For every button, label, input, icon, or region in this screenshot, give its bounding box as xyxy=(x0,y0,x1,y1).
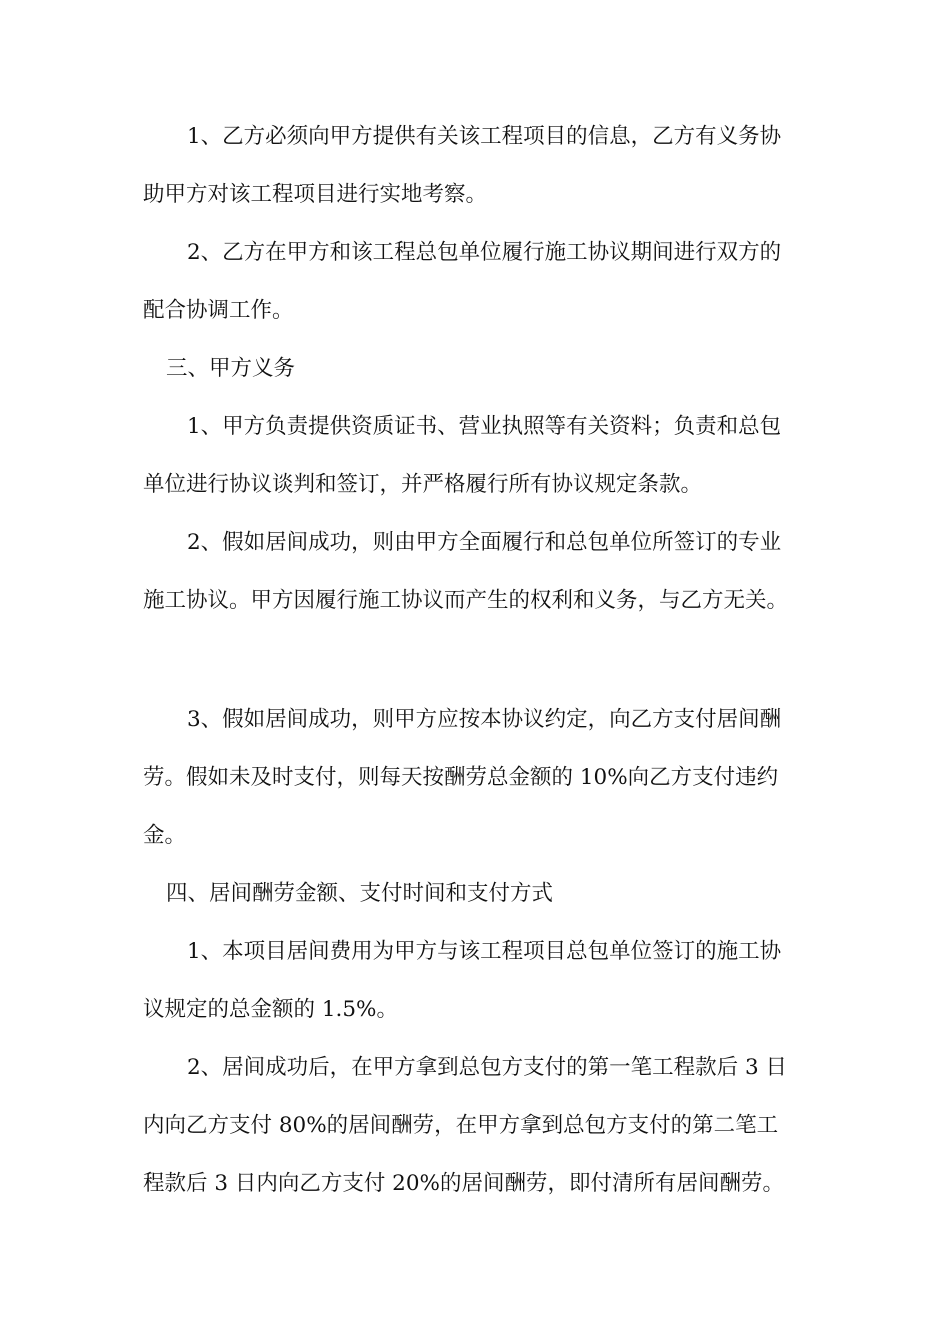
clause-c2-line-2: 施工协议。甲方因履行施工协议而产生的权利和义务，与乙方无关。 xyxy=(143,588,789,613)
clause-b1-line-1: 1、乙方必须向甲方提供有关该工程项目的信息，乙方有义务协 xyxy=(187,124,782,149)
clause-d2-line-1: 2、居间成功后，在甲方拿到总包方支付的第一笔工程款后 3 日 xyxy=(187,1055,788,1080)
clause-b2-line-2: 配合协调工作。 xyxy=(143,298,294,323)
clause-c2-line-1: 2、假如居间成功，则由甲方全面履行和总包单位所签订的专业 xyxy=(187,530,782,555)
clause-c1-line-1: 1、甲方负责提供资质证书、营业执照等有关资料；负责和总包 xyxy=(187,414,782,439)
clause-c1-line-2: 单位进行协议谈判和签订，并严格履行所有协议规定条款。 xyxy=(143,472,703,497)
section-heading-3: 三、甲方义务 xyxy=(166,356,296,381)
clause-c3-line-1: 3、假如居间成功，则甲方应按本协议约定，向乙方支付居间酬 xyxy=(187,707,782,732)
clause-d2-line-2: 内向乙方支付 80%的居间酬劳，在甲方拿到总包方支付的第二笔工 xyxy=(143,1113,779,1138)
clause-d2-line-3: 程款后 3 日内向乙方支付 20%的居间酬劳，即付清所有居间酬劳。 xyxy=(143,1171,784,1196)
clause-b2-line-1: 2、乙方在甲方和该工程总包单位履行施工协议期间进行双方的 xyxy=(187,240,782,265)
clause-d1-line-1: 1、本项目居间费用为甲方与该工程项目总包单位签订的施工协 xyxy=(187,939,782,964)
section-heading-4: 四、居间酬劳金额、支付时间和支付方式 xyxy=(166,881,554,906)
clause-b1-line-2: 助甲方对该工程项目进行实地考察。 xyxy=(143,182,488,207)
clause-c3-line-3: 金。 xyxy=(143,823,187,848)
clause-d1-line-2: 议规定的总金额的 1.5%。 xyxy=(143,997,398,1022)
clause-c3-line-2: 劳。假如未及时支付，则每天按酬劳总金额的 10%向乙方支付违约 xyxy=(143,765,779,790)
